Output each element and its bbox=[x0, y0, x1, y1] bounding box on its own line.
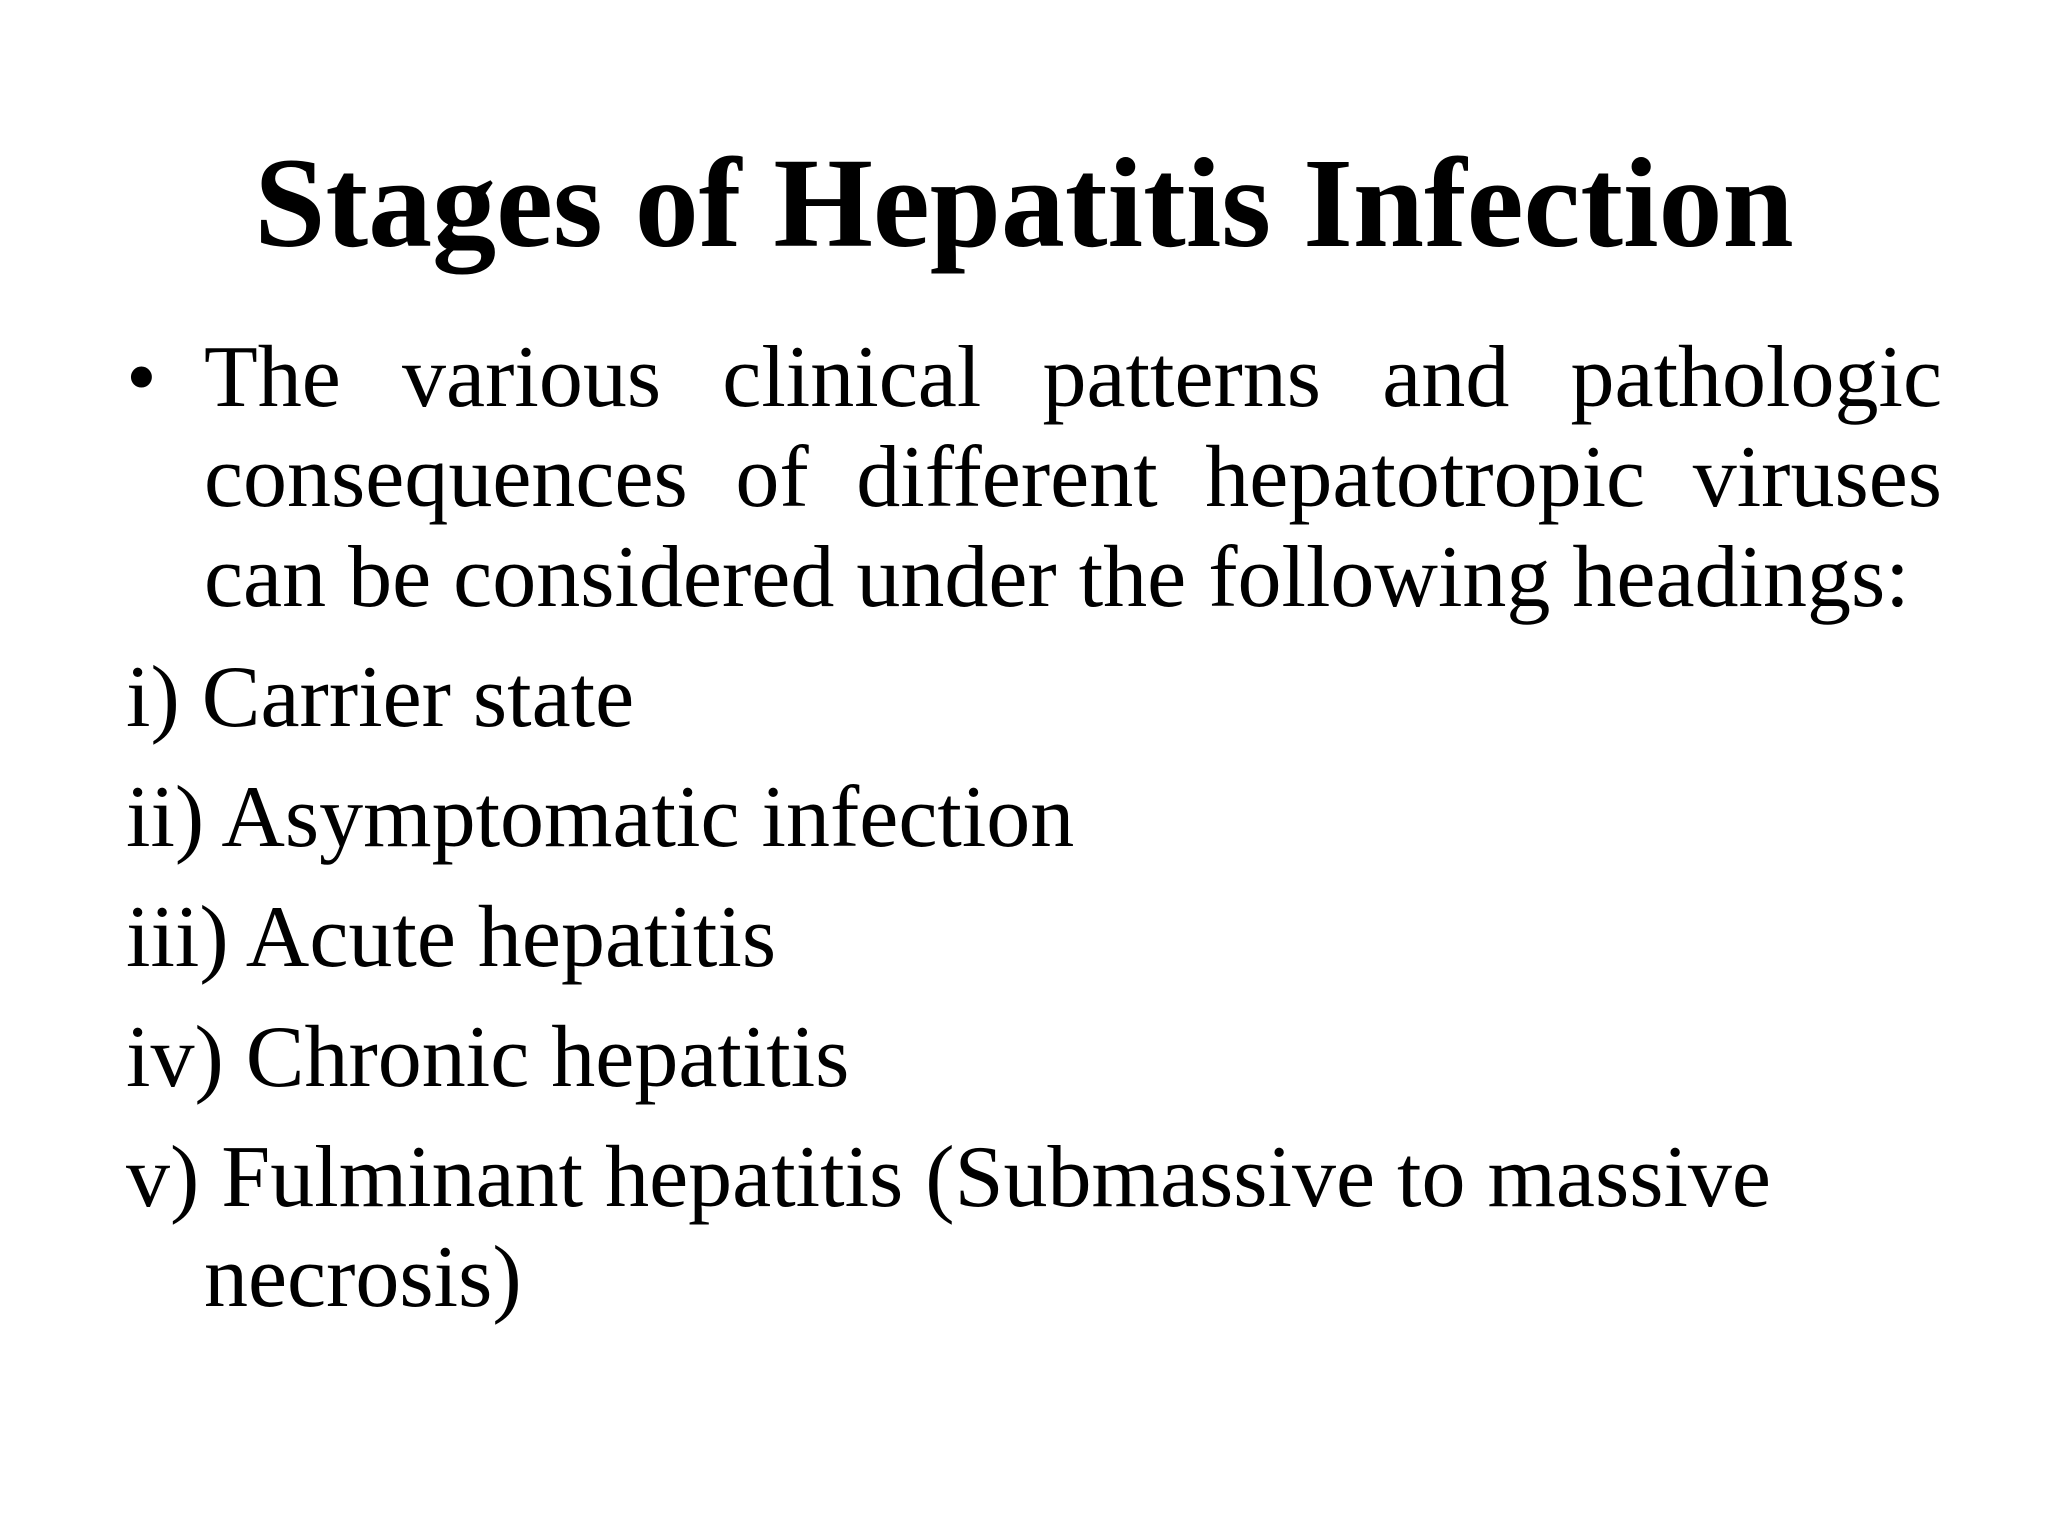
list-item-acute-hepatitis: iii) Acute hepatitis bbox=[126, 889, 777, 986]
list-item-fulminant-hepatitis: v) Fulminant hepatitis (Submassive to massive necrosis) bbox=[126, 1129, 1771, 1326]
list-item-chronic-hepatitis: iv) Chronic hepatitis bbox=[126, 1009, 850, 1106]
slide-title: Stages of Hepatitis Infection bbox=[254, 132, 1794, 274]
list-item-carrier-state: i) Carrier state bbox=[126, 649, 635, 746]
intro-bullet bbox=[126, 328, 1942, 628]
list-item-asymptomatic-infection: ii) Asymptomatic infection bbox=[126, 769, 1075, 866]
intro-text: The various clinical patterns and pathologic consequences of different hepatotropic viruses can be considered under the following headings: bbox=[204, 329, 1942, 626]
slide-body bbox=[126, 328, 1942, 1328]
bullet-icon: • bbox=[126, 329, 157, 426]
